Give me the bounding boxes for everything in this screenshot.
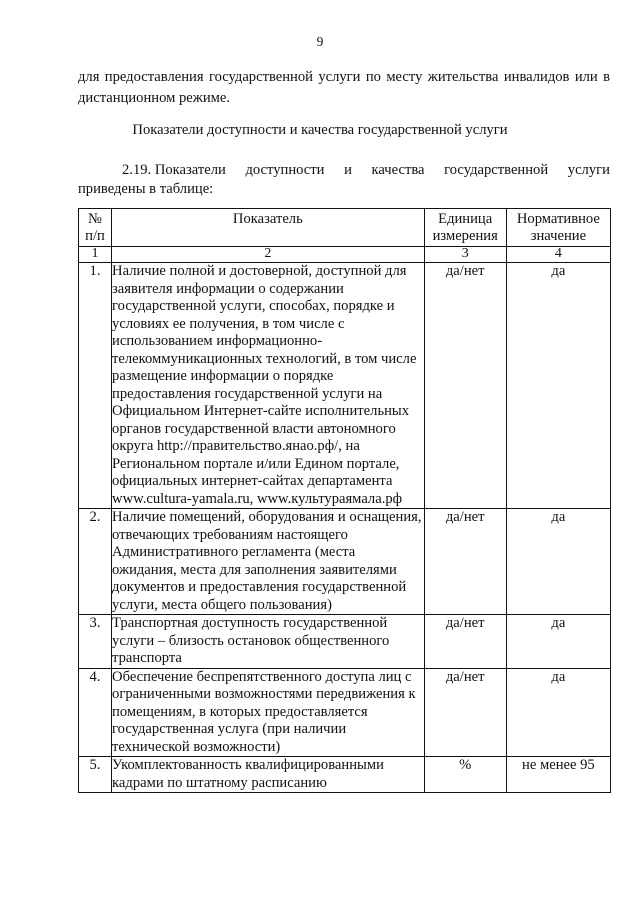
row-norm: не менее 95 xyxy=(506,757,610,793)
lead-word: доступности xyxy=(245,162,325,178)
row-unit: % xyxy=(424,757,506,793)
row-number: 3. xyxy=(79,615,112,669)
table-header-row xyxy=(79,209,611,247)
row-number: 4. xyxy=(79,668,112,757)
row-unit: да/нет xyxy=(424,509,506,615)
table-row xyxy=(79,668,611,757)
row-unit: да/нет xyxy=(424,263,506,509)
row-indicator: Наличие помещений, оборудования и оснащения, отвечающих требованиям настоящего Административного регламента (места ожидания, места для заполнения заявителями документов и предоставления государственной услуги, места общего пользования) xyxy=(112,509,425,615)
column-number: 4 xyxy=(506,247,610,263)
row-number: 2. xyxy=(79,509,112,615)
column-number: 3 xyxy=(424,247,506,263)
column-number-row xyxy=(79,247,611,263)
lead-word: 2.19. Показатели xyxy=(122,162,226,178)
page-number: 9 xyxy=(316,34,324,49)
row-norm: да xyxy=(506,509,610,615)
row-norm: да xyxy=(506,263,610,509)
lead-first-line xyxy=(78,161,610,180)
row-norm: да xyxy=(506,668,610,757)
table-row xyxy=(79,757,611,793)
table-row xyxy=(79,509,611,615)
lead-word: и xyxy=(344,162,352,178)
indicators-table xyxy=(78,208,611,793)
table-row xyxy=(79,615,611,669)
row-norm: да xyxy=(506,615,610,669)
column-number: 2 xyxy=(112,247,425,263)
row-number: 1. xyxy=(79,263,112,509)
lead-paragraph xyxy=(78,161,610,199)
row-indicator: Обеспечение беспрепятственного доступа лиц с ограниченными возможностями передвижения к помещениям, в которых предоставляется государственная услуга (при наличии технической возможности) xyxy=(112,668,425,757)
header-unit: Единица измерения xyxy=(424,209,506,247)
row-number: 5. xyxy=(79,757,112,793)
row-indicator: Транспортная доступность государственной услуги – близость остановок общественного транспорта xyxy=(112,615,425,669)
column-number: 1 xyxy=(79,247,112,263)
table-row xyxy=(79,263,611,509)
row-indicator: Укомплектованность квалифицированными кадрами по штатному расписанию xyxy=(112,757,425,793)
lead-word: государственной xyxy=(444,162,549,178)
lead-second-line: приведены в таблице: xyxy=(78,181,214,197)
intro-paragraph: для предоставления государственной услуги по месту жительства инвалидов или в дистанционном режиме. xyxy=(78,69,610,106)
lead-word: услуги xyxy=(567,162,610,178)
header-norm: Нормативное значение xyxy=(506,209,610,247)
header-num: № п/п xyxy=(79,209,112,247)
row-indicator: Наличие полной и достоверной, доступной для заявителя информации о содержании государственной услуги, способах, порядке и условиях ее получения, в том числе с использованием информационно-телекоммуникационных технологий, в том числе размещение информации о порядке предоставления государственной услуги на Официальном Интернет-сайте исполнительных органов государственной власти автономного округа http://правительство.янао.рф/, на Региональном портале и/или Едином портале, официальных интернет-сайтах департамента www.cultura-yamala.ru, www.культураямала.рф xyxy=(112,263,425,509)
section-heading: Показатели доступности и качества государственной услуги xyxy=(132,122,508,138)
header-indicator: Показатель xyxy=(112,209,425,247)
lead-word: качества xyxy=(371,162,425,178)
row-unit: да/нет xyxy=(424,668,506,757)
row-unit: да/нет xyxy=(424,615,506,669)
